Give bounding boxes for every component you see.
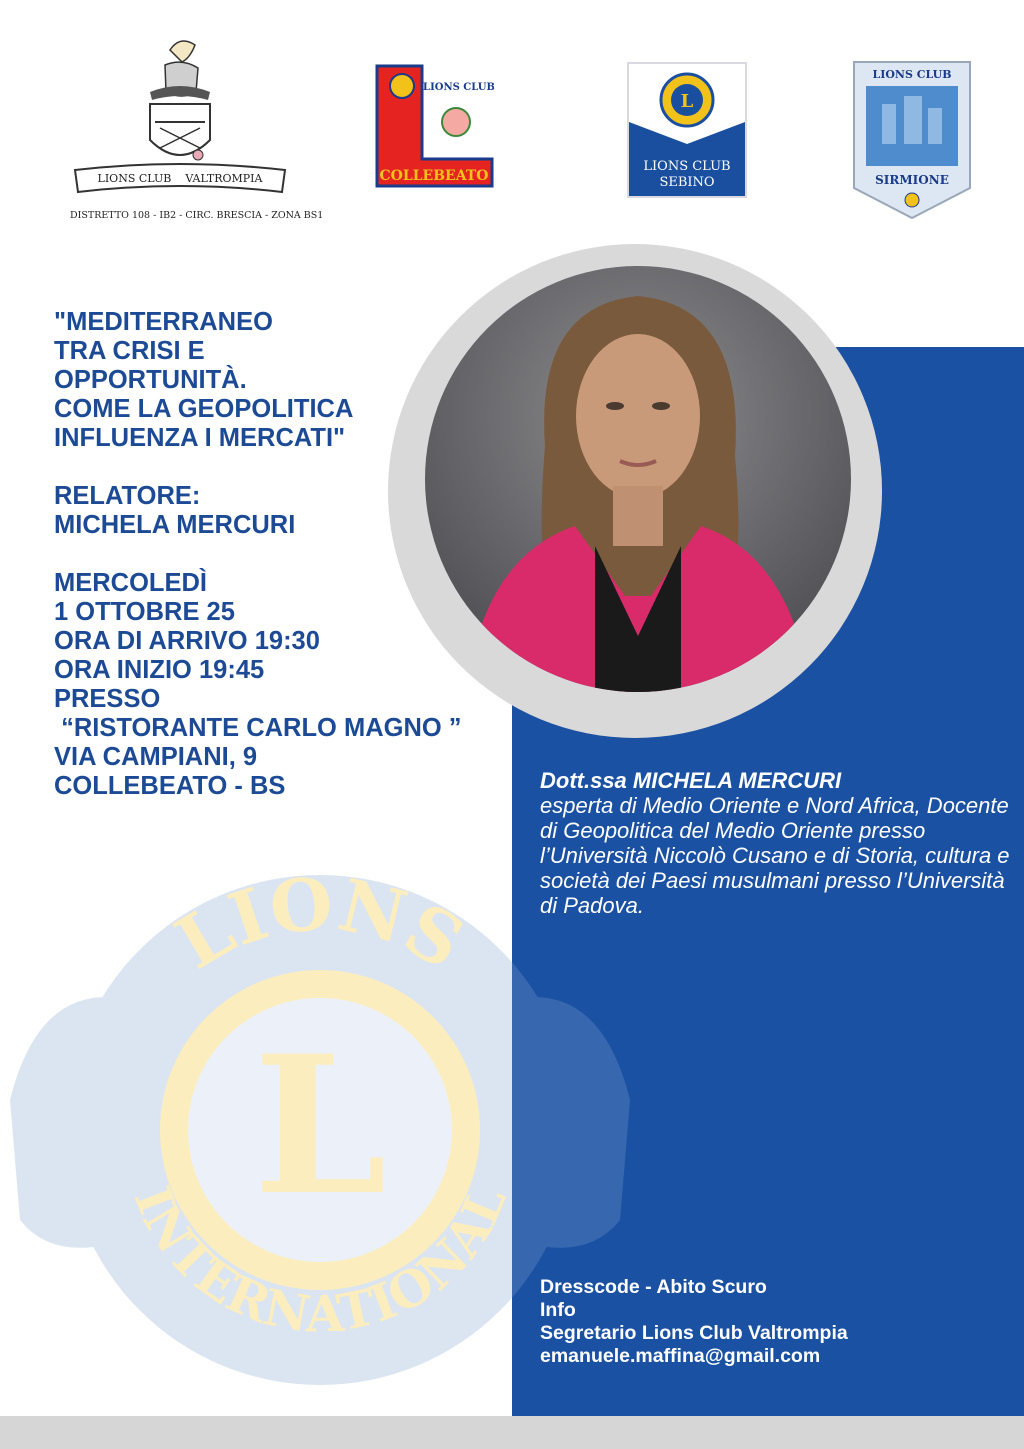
bottom-strip: [0, 1416, 1024, 1449]
event-title-line: INFLUENZA I MERCATI": [54, 424, 346, 452]
speaker-label: RELATORE:: [54, 482, 201, 510]
arrival-time: ORA DI ARRIVO 19:30: [54, 627, 320, 655]
watermark-letter: L: [253, 1014, 387, 1237]
event-title-line: COME LA GEOPOLITICA: [54, 395, 354, 423]
sebino-line2: SEBINO: [659, 175, 715, 190]
bio-text: esperta di Medio Oriente e Nord Africa, Docente di Geopolitica del Medio Oriente presso l’Università Niccolò Cusano e di Storia, cultura e società dei Paesi musulmani presso l’Università di Padova.: [540, 793, 1010, 918]
event-info: [540, 1276, 1010, 1368]
dresscode: Dresscode - Abito Scuro: [540, 1276, 767, 1298]
valtrompia-crest-icon: [70, 30, 290, 205]
valtrompia-banner-text: LIONS CLUB VALTROMPIA: [97, 172, 263, 185]
event-details: [54, 308, 524, 801]
watermark-top-text: LIONS: [161, 860, 479, 986]
lions-club-collebeato-logo: [372, 64, 494, 188]
collebeato-bottom-text: COLLEBEATO: [379, 168, 489, 184]
venue-city: COLLEBEATO - BS: [54, 772, 286, 800]
district-caption: DISTRETTO 108 - IB2 - CIRC. BRESCIA - ZONA BS1: [70, 210, 324, 221]
sirmione-top-text: LIONS CLUB: [872, 68, 952, 81]
venue-label: PRESSO: [54, 685, 161, 713]
speaker-bio: [540, 768, 1010, 918]
start-time: ORA INIZIO 19:45: [54, 656, 265, 684]
sirmione-pennant-icon: [852, 60, 972, 220]
speaker-name: MICHELA MERCURI: [54, 511, 296, 539]
watermark-bottom-text: INTERNATIONAL: [122, 1177, 518, 1344]
event-title-line: OPPORTUNITÀ.: [54, 366, 247, 394]
contact-email[interactable]: emanuele.maffina@gmail.com: [540, 1345, 821, 1367]
sebino-line1: LIONS CLUB: [643, 159, 731, 174]
event-title-line: "MEDITERRANEO: [54, 308, 273, 336]
venue-address: VIA CAMPIANI, 9: [54, 743, 258, 771]
lions-club-sirmione-logo: [852, 60, 972, 220]
event-title-line: TRA CRISI E: [54, 337, 205, 365]
lions-club-valtrompia-logo: [70, 30, 324, 230]
secretary: Segretario Lions Club Valtrompia: [540, 1322, 848, 1344]
collebeato-l-icon: [372, 64, 494, 188]
venue-name: “RISTORANTE CARLO MAGNO ”: [54, 714, 462, 742]
event-day: MERCOLEDÌ: [54, 569, 207, 597]
sebino-pennant-icon: [629, 64, 745, 196]
svg-text:L: L: [680, 91, 694, 112]
sirmione-bottom-text: SIRMIONE: [875, 173, 949, 187]
event-date: 1 OTTOBRE 25: [54, 598, 235, 626]
info-label: Info: [540, 1299, 576, 1321]
bio-name: Dott.ssa MICHELA MERCURI: [540, 768, 842, 793]
collebeato-top-text: LIONS CLUB: [423, 82, 494, 93]
lions-club-sebino-logo: [627, 62, 747, 198]
